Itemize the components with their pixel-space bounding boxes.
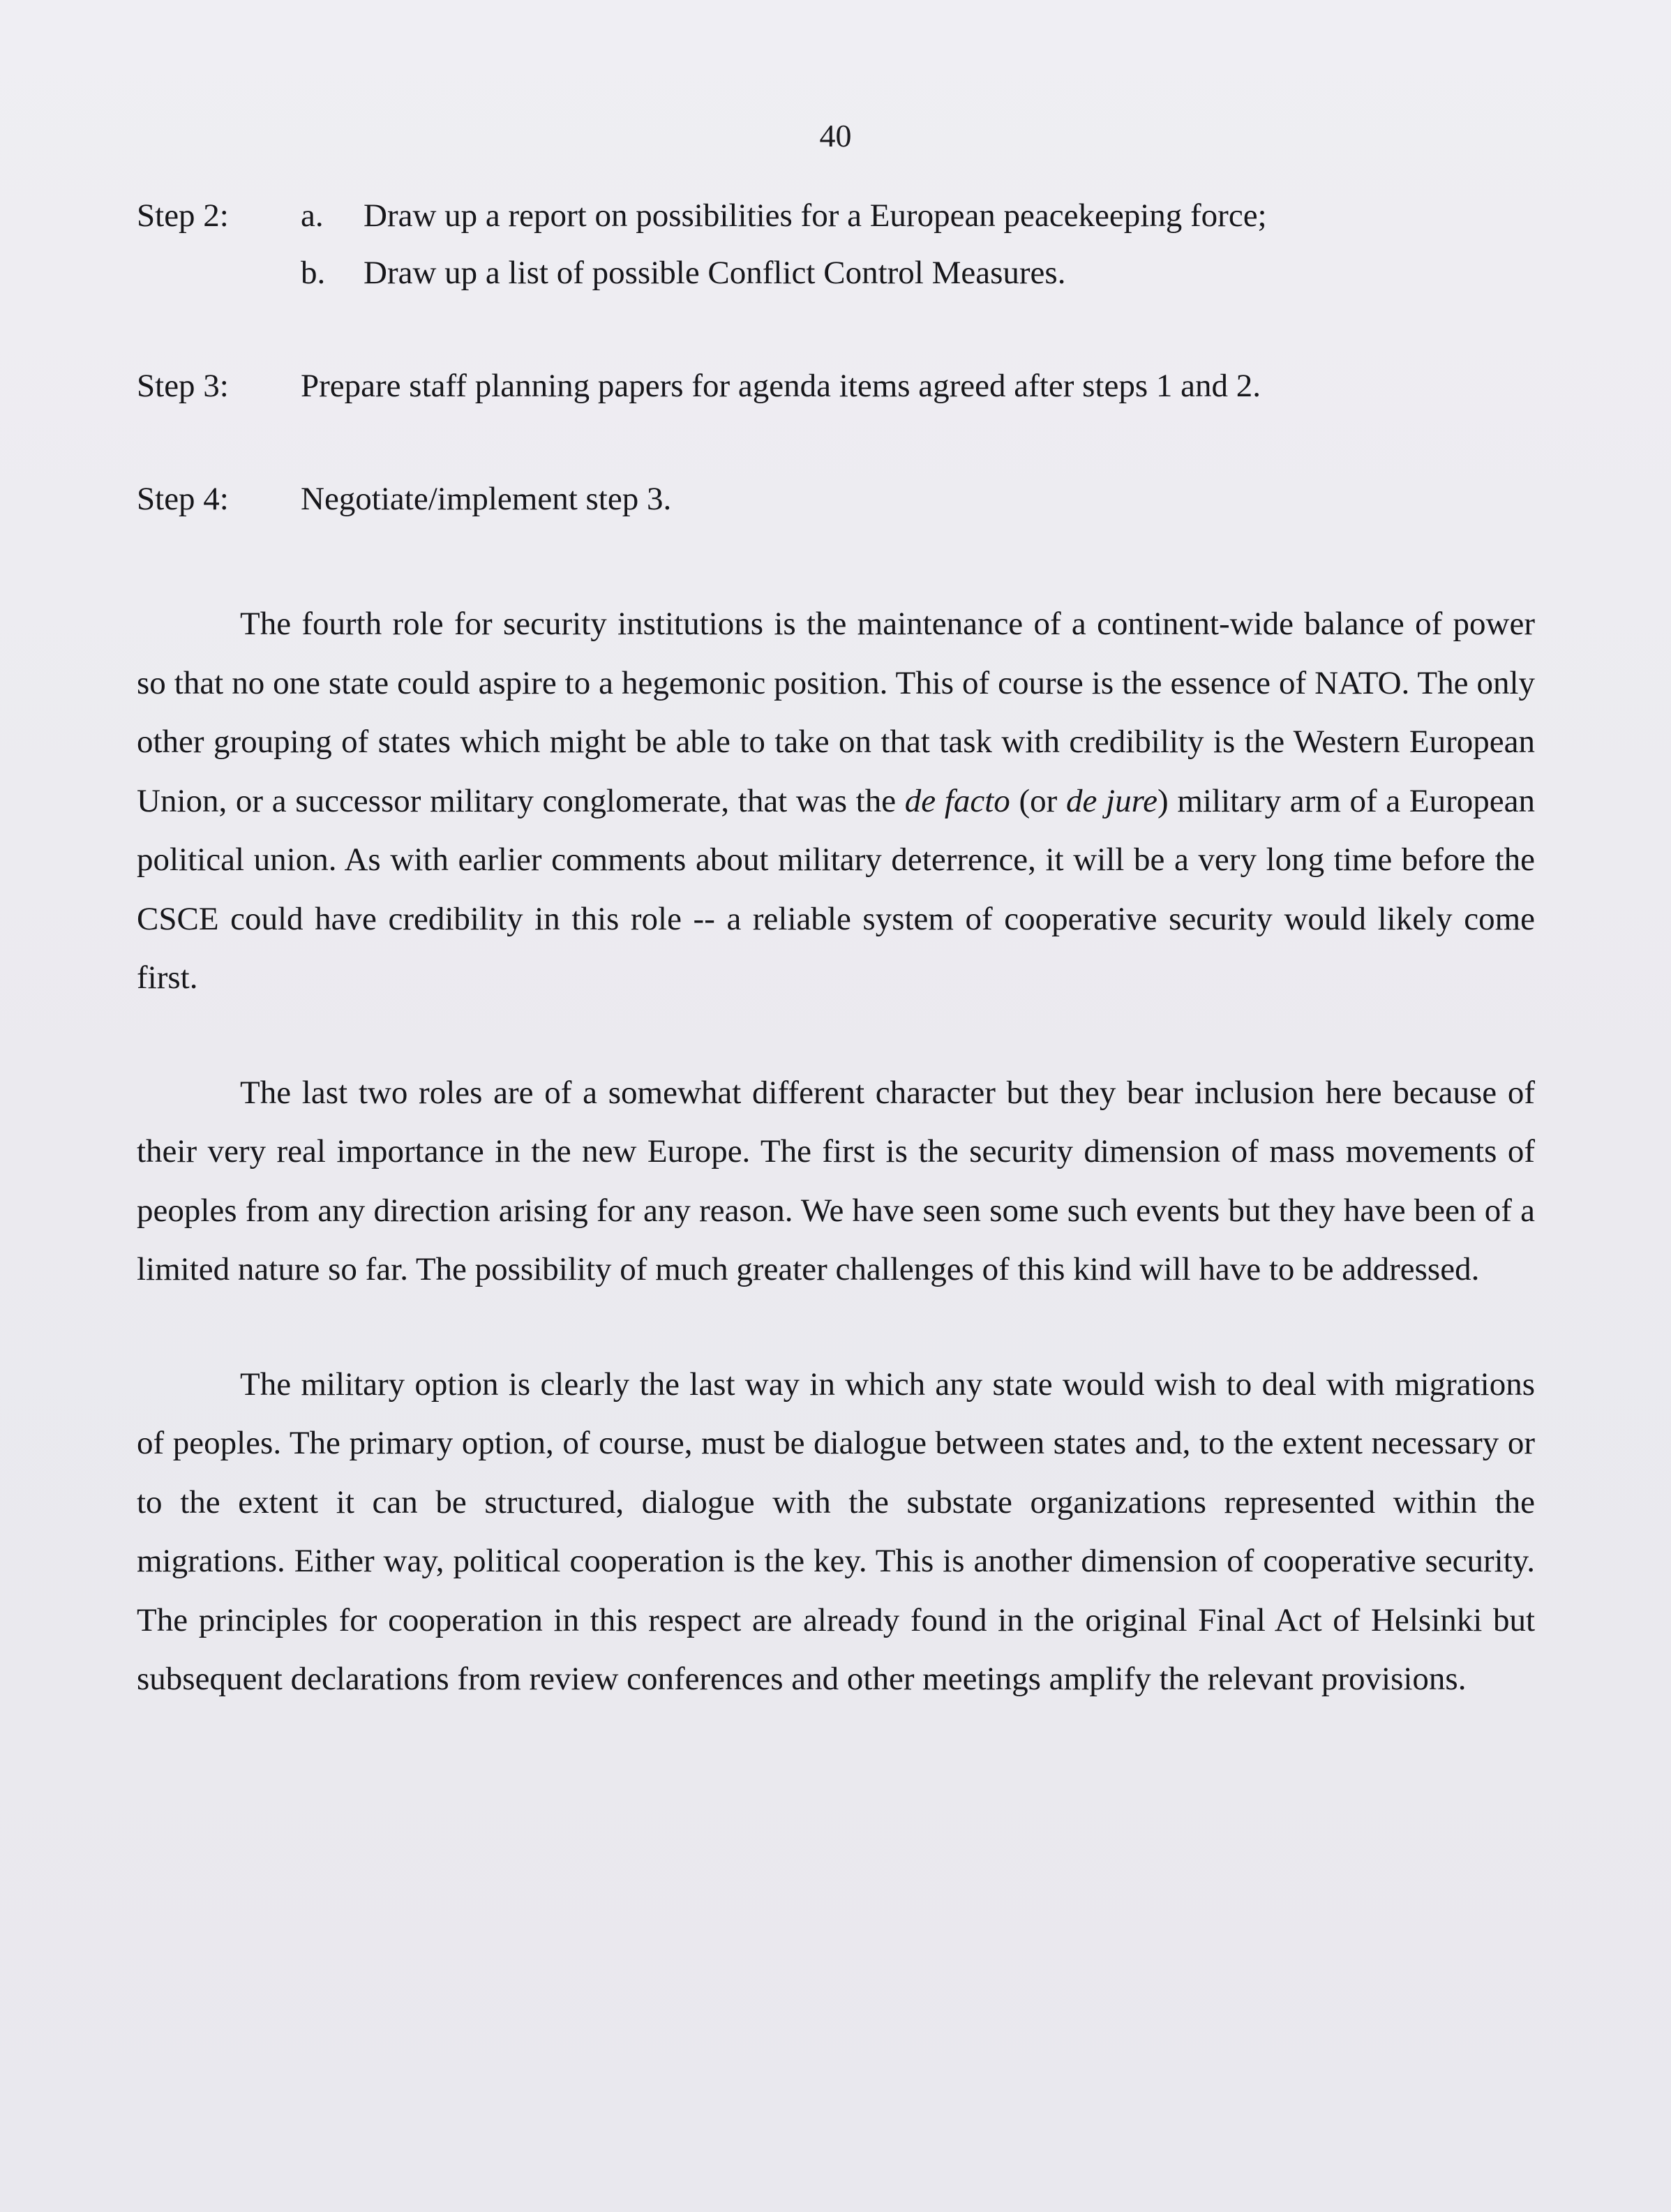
step-item-marker: b. <box>301 255 326 291</box>
step-item-text: Draw up a list of possible Conflict Control Measures. <box>364 255 1066 291</box>
step-item-text: Draw up a report on possibilities for a European peacekeeping force; <box>364 197 1267 234</box>
step-label: Step 3: <box>137 368 229 404</box>
step-label: Step 2: <box>137 197 229 234</box>
step-3-row <box>137 357 1532 414</box>
italic-text: de jure <box>1065 782 1157 819</box>
italic-text: de facto <box>904 782 1010 819</box>
step-item-marker: a. <box>301 197 324 234</box>
paragraph-text: The fourth role for security institutions is the maintenance of a continent-wide balance of power so that no one state could aspire to a hegemonic position. This of course is the essence of NATO. The only other grouping of states which might be able to take on that task with credibility is the Western European Union, or a successor military conglomerate, that was the <box>137 606 1535 819</box>
paragraph: The military option is clearly the last way in which any state would wish to deal with migrations of peoples. The primary option, of course, must be dialogue between states and, to the extent necessary or to the extent it can be structured, dialogue with the substate organizations represented within the migrations. Either way, political cooperation is the key. This is another dimension of cooperative security. The principles for cooperation in this respect are already found in the original Final Act of Helsinki but subsequent declarations from review conferences and other meetings amplify the relevant provisions. <box>137 1366 1535 1697</box>
step-text: Negotiate/implement step 3. <box>301 481 672 517</box>
steps-list <box>137 187 1532 528</box>
body-text <box>137 595 1535 1709</box>
step-label: Step 4: <box>137 481 229 517</box>
paragraph: The last two roles are of a somewhat different character but they bear inclusion here because of their very real importance in the new Europe. The first is the security dimension of mass movements of peoples from any direction arising for any reason. We have seen some such events but they have been of a limited nature so far. The possibility of much greater challenges of this kind will have to be addressed. <box>137 1074 1535 1287</box>
step-text: Prepare staff planning papers for agenda items agreed after steps 1 and 2. <box>301 368 1261 404</box>
paragraph-text: ) military arm of a European political union. As with earlier comments about military deterrence, it will be a very long time before the CSCE could have credibility in this role -- a reliable system of cooperative security would likely come first. <box>137 782 1536 996</box>
step-2-row-b <box>137 244 1532 301</box>
page-number: 40 <box>819 118 852 154</box>
step-4-row <box>137 470 1532 528</box>
paragraph <box>137 595 1535 1008</box>
step-2-row <box>137 187 1532 244</box>
paragraph-text: (or <box>1010 782 1066 819</box>
